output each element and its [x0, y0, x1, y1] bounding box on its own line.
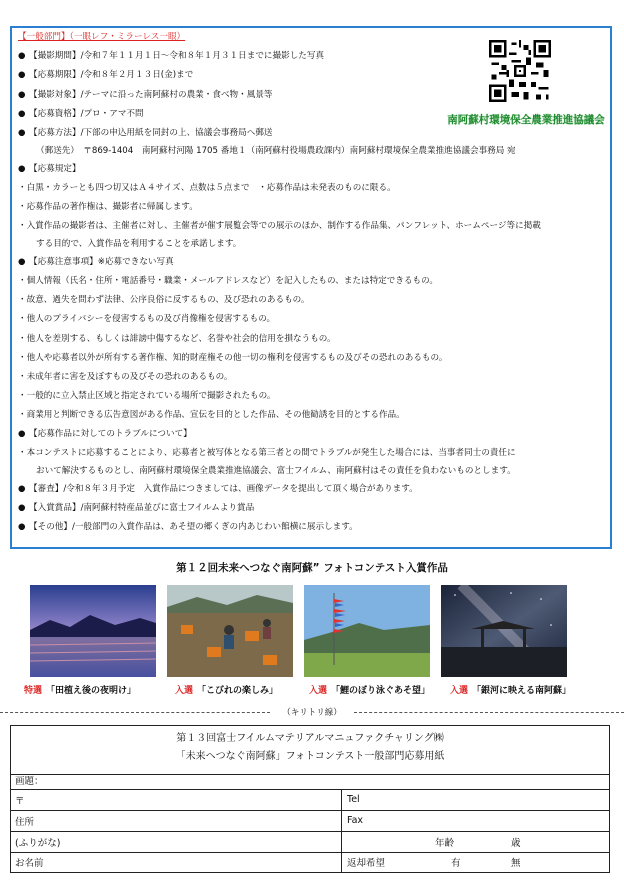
rule-text: ・他人を差別する、もしくは誹謗中傷するなど、名誉や社会的信用を損なうもの。	[18, 333, 336, 344]
rule-line	[18, 198, 608, 217]
rule-line	[18, 310, 608, 329]
winner-photo-1	[30, 585, 156, 677]
return-yes-option[interactable]: 有	[451, 858, 461, 869]
award-label: 入選	[309, 686, 328, 696]
winner-photo-3	[304, 585, 430, 677]
bullet-icon: ●	[18, 108, 26, 119]
rule-line	[18, 217, 608, 236]
rule-text: 【応募期限】/令和８年２月１３日(金)まで	[29, 70, 194, 81]
rules-list	[18, 28, 608, 537]
award-label: 入選	[175, 686, 194, 696]
winner-caption-3	[309, 683, 430, 696]
winner-caption-4	[450, 683, 571, 696]
furigana-field[interactable]: (ふりがな)	[15, 837, 61, 849]
rule-text: ・商業用と判断できる広告意図がある作品、宣伝を目的とした作品、その他勧誘を目的とする作品。	[18, 409, 405, 420]
rule-text: 【撮影期間】/令和７年１１月１日～令和８年１月３１日までに撮影した写真	[29, 51, 325, 62]
winner-caption-1	[24, 683, 136, 696]
rule-line	[18, 425, 608, 444]
rule-text: する目的で、入賞作品を利用することを承諾します。	[36, 239, 242, 250]
form-title-line1: 第１３回富士フイルムマテリアルマニュファクチャリング㈱	[176, 733, 444, 744]
application-form	[10, 725, 610, 873]
return-label: 返却希望	[347, 858, 386, 869]
form-divider	[341, 789, 342, 872]
rule-line	[18, 348, 608, 367]
rule-text: ・他人のプライバシーを侵害するもの及び肖像権を侵害するもの。	[18, 314, 276, 325]
rule-line	[18, 463, 608, 480]
bullet-icon: ●	[18, 522, 26, 533]
form-row-name	[11, 852, 609, 873]
bullet-icon: ●	[18, 127, 26, 138]
form-title-line2: 「未来へつなぐ南阿蘇」フォトコンテスト一般部門応募用紙	[175, 751, 445, 762]
award-label: 特選	[24, 686, 43, 696]
rule-text: 【応募作品に対してのトラブルについて】	[29, 429, 192, 440]
rule-text: 【審査】/令和８年３月予定 入賞作品につきましては、画像データを提出して頂く場合があります。	[29, 484, 418, 495]
form-row-address	[11, 810, 609, 832]
rule-text: ・入賞作品の撮影者は、主催者に対し、主催者が催す展覧会等での展示のほか、制作する作品集、パンフレット、ホームページ等に掲載	[18, 221, 541, 232]
rule-text: ・本コンテストに応募することにより、応募者と被写体となる第三者との間でトラブルが発生した場合には、当事者同士の責任に	[18, 448, 516, 459]
rule-text: 【入賞賞品】/南阿蘇村特産品並びに富士フイルムより賞品	[29, 503, 255, 514]
rule-text: ・故意、過失を問わず法律、公序良俗に反するもの、及び恐れのあるもの。	[18, 295, 310, 306]
rule-line	[18, 368, 608, 387]
rule-text: 【応募方法】/下部の申込用紙を同封の上、協議会事務局へ郵送	[29, 127, 273, 138]
qr-code-icon	[489, 40, 551, 102]
rule-line	[18, 179, 608, 198]
rule-line	[18, 236, 608, 253]
rule-text: ・未成年者に害を及ぼすもの及びその恐れのあるもの。	[18, 371, 233, 382]
rule-line	[18, 480, 608, 499]
rule-line	[18, 518, 608, 537]
rule-text: 【その他】/一般部門の入賞作品は、あそ望の郷くぎの内あじわい館横に展示します。	[29, 522, 358, 533]
return-no-option[interactable]: 無	[511, 858, 521, 869]
tel-field[interactable]: Tel	[347, 794, 360, 805]
rule-text: ・個人情報（氏名・住所・電話番号・職業・メールアドレスなど）を記入したもの、または特定できるもの。	[18, 276, 438, 287]
postal-mark: 〒	[15, 795, 25, 807]
work-title: 「鯉のぼり泳ぐあそ望」	[331, 686, 431, 696]
fax-field[interactable]: Fax	[347, 815, 364, 826]
bullet-icon: ●	[18, 429, 26, 440]
cut-line-label: （キリトリ線）	[282, 708, 342, 718]
rule-text: ・一般的に立入禁止区域と指定されている場所で撮影されたもの。	[18, 390, 276, 401]
rule-text: 【応募注意事項】※応募できない写真	[29, 257, 174, 268]
rule-line	[18, 444, 608, 463]
rule-line	[18, 291, 608, 310]
rule-text: 【応募規定】	[29, 163, 81, 174]
form-row-postal	[11, 789, 609, 811]
rule-text: ・白黒・カラーとも四つ切又はＡ４サイズ、点数は５点まで ・応募作品は未発表のものに限る。	[18, 182, 396, 193]
rule-text: おいて解決するものとし、南阿蘇村環境保全農業推進協議会、富士フイルム、南阿蘇村はその責任を負わないものとします。	[36, 466, 516, 477]
rule-line	[18, 387, 608, 406]
rule-line	[18, 499, 608, 518]
bullet-icon: ●	[18, 51, 26, 62]
age-label: 年齢	[435, 837, 455, 849]
rule-text: ・他人や応募者以外が所有する著作権、知的財産権その他一切の権利を侵害するもの及びその恐れのあるもの。	[18, 352, 448, 363]
name-field[interactable]: お名前	[15, 858, 44, 869]
rule-text: ・応募作品の著作権は、撮影者に帰属します。	[18, 202, 198, 212]
title-label: 画題：	[15, 775, 44, 787]
age-unit: 歳	[511, 837, 521, 849]
bullet-icon: ●	[18, 89, 26, 100]
winner-photo-2	[167, 585, 293, 677]
bullet-icon: ●	[18, 70, 26, 81]
winners-title: 第１２回未来へつなぐ南阿蘇” フォトコンテスト入賞作品	[176, 562, 448, 574]
work-title: 「こびれの楽しみ」	[197, 686, 279, 696]
form-row-title[interactable]	[11, 770, 609, 790]
rule-line	[18, 406, 608, 425]
bullet-icon: ●	[18, 503, 26, 514]
rule-line	[18, 253, 608, 272]
rule-line	[18, 329, 608, 348]
bullet-icon: ●	[18, 163, 26, 174]
bullet-icon: ●	[18, 484, 26, 495]
rule-line	[18, 160, 608, 179]
address-field[interactable]: 住所	[15, 816, 35, 828]
rule-text: 【撮影対象】/テーマに沿った南阿蘇村の農業・食べ物・風景等	[29, 89, 273, 100]
award-label: 入選	[450, 686, 469, 696]
rule-text: 【一般部門】（一眼レフ・ミラーレス一眼）	[18, 32, 186, 43]
work-title: 「田植え後の夜明け」	[46, 686, 137, 696]
work-title: 「銀河に映える南阿蘇」	[472, 686, 572, 696]
rule-text: （郵送先） 〒869-1404 南阿蘇村河陽 1705 番地１（南阿蘇村役場農政課内）南阿蘇村環境保全農業推進協議会事務局 宛	[36, 145, 516, 156]
cut-line	[0, 705, 624, 719]
form-header	[11, 730, 609, 775]
winner-caption-2	[175, 683, 278, 696]
organization-name: 南阿蘇村環境保全農業推進協議会	[447, 114, 605, 126]
rule-line	[18, 272, 608, 291]
bullet-icon: ●	[18, 257, 26, 268]
form-row-furigana	[11, 831, 609, 853]
rule-text: 【応募資格】/プロ・アマ不問	[29, 108, 144, 119]
rule-line	[18, 143, 608, 160]
winner-photo-4	[441, 585, 567, 677]
